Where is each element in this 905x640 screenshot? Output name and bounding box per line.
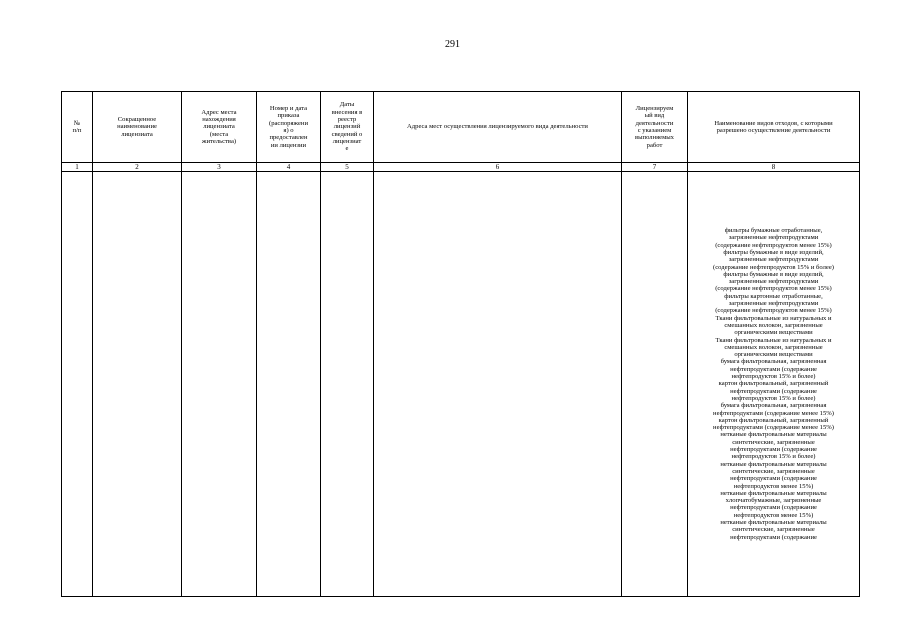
- column-number: 6: [374, 163, 622, 172]
- waste-line: загрязненные нефтепродуктами: [728, 300, 819, 308]
- header-line: жительства): [201, 137, 237, 145]
- waste-line: загрязненные нефтепродуктами: [728, 256, 819, 264]
- waste-line: нефтепродуктами (содержание: [730, 475, 817, 483]
- header-line: Наименование видов отходов, с которыми: [714, 119, 833, 127]
- waste-line: органическими веществами: [734, 329, 813, 337]
- header-order-number-date: [257, 92, 321, 163]
- waste-line: (содержание нефтепродуктов менее 15%): [715, 307, 832, 315]
- header-line: выполняемых: [635, 134, 674, 142]
- waste-line: нефтепродуктов менее 15%): [733, 482, 814, 490]
- header-line: Сокращенное: [117, 116, 157, 124]
- header-line: реестр: [337, 116, 357, 124]
- header-licensee-name: [93, 92, 182, 163]
- license-table: [61, 91, 860, 597]
- column-number: 5: [321, 163, 374, 172]
- waste-line: нефтепродуктами (содержание менее 15%): [713, 409, 834, 417]
- waste-line: синтетические, загрязненные: [732, 438, 815, 446]
- waste-line: нетканые фильтровальные материалы: [720, 431, 827, 439]
- waste-line: смешанных волокон, загрязненные: [724, 321, 823, 329]
- waste-line: фильтры картонные отработанные,: [724, 292, 823, 300]
- header-line: №: [73, 119, 81, 127]
- header-line: я) о: [283, 127, 294, 134]
- header-line: с указанием: [637, 127, 672, 134]
- waste-line: синтетические, загрязненные: [732, 467, 815, 475]
- header-line: ии лицензии: [270, 141, 307, 149]
- waste-line: нефтепродуктами (содержание: [730, 504, 817, 512]
- cell-licensee-name: [93, 172, 182, 597]
- waste-line: картон фильтровальный, загрязненный: [718, 380, 829, 388]
- header-line: предоставлен: [269, 134, 308, 142]
- cell-order-number-date: [257, 172, 321, 597]
- header-number: [62, 92, 93, 163]
- cell-licensee-address: [182, 172, 257, 597]
- header-line: разрешено осуществление деятельности: [716, 127, 831, 134]
- header-waste-types: [688, 92, 860, 163]
- waste-line: нефтепродуктов 15% и более): [731, 394, 816, 402]
- waste-line: нетканые фильтровальные материалы: [720, 460, 827, 468]
- header-line: Даты: [339, 101, 355, 109]
- cell-waste-types: [688, 172, 860, 597]
- header-line: лицензий: [333, 123, 361, 131]
- header-line: работ: [646, 141, 663, 149]
- waste-line: нетканые фильтровальные материалы: [720, 518, 827, 526]
- column-number: 7: [622, 163, 688, 172]
- header-line: (распоряжени: [269, 119, 308, 127]
- header-line: Адрес места: [201, 108, 237, 116]
- header-line: е: [345, 145, 349, 153]
- waste-line: бумага фильтровальная, загрязненная: [720, 358, 827, 366]
- waste-line: смешанных волокон, загрязненные: [724, 343, 823, 351]
- waste-line: нефтепродуктов 15% и более): [731, 453, 816, 461]
- header-line: Номер и дата: [269, 105, 308, 113]
- header-line: Адреса мест осуществления лицензируемого вида деятельности: [407, 123, 588, 131]
- waste-line: нефтепродуктами (содержание: [730, 446, 817, 454]
- header-line: (места: [209, 130, 229, 138]
- cell-activity-addresses: [374, 172, 622, 597]
- waste-line: (содержание нефтепродуктов 15% и более): [713, 263, 834, 271]
- header-line: приказа: [277, 112, 300, 120]
- waste-line: бумага фильтровальная, загрязненная: [720, 402, 827, 410]
- waste-line: Ткани фильтровальные из натуральных и: [715, 314, 832, 322]
- waste-line: нефтепродуктов менее 15%): [733, 511, 814, 519]
- cell-licensed-activity: [622, 172, 688, 597]
- waste-line: синтетические, загрязненные: [732, 526, 815, 534]
- header-line: лицензиат: [332, 137, 362, 145]
- header-line: ый вид: [644, 112, 665, 120]
- waste-line: нефтепродуктами (содержание менее 15%): [713, 424, 834, 432]
- header-licensed-activity: [622, 92, 688, 163]
- waste-line: фильтры бумажные отработанные,: [724, 227, 823, 235]
- header-line: нахождения: [202, 116, 236, 124]
- column-number-row: [62, 163, 860, 172]
- waste-line: загрязненные нефтепродуктами: [728, 234, 819, 242]
- page-number: 291: [445, 39, 460, 50]
- cell-registry-dates: [321, 172, 374, 597]
- column-number: 1: [62, 163, 93, 172]
- header-line: деятельности: [635, 119, 674, 127]
- column-number: 2: [93, 163, 182, 172]
- column-number: 4: [257, 163, 321, 172]
- waste-line: нефтепродуктами (содержание: [730, 533, 817, 541]
- waste-line: нетканые фильтровальные материалы: [720, 489, 827, 497]
- table-row: [62, 172, 860, 597]
- header-licensee-address: [182, 92, 257, 163]
- waste-line: Ткани фильтровальные из натуральных и: [715, 336, 832, 344]
- waste-line: (содержание нефтепродуктов менее 15%): [715, 241, 832, 249]
- waste-line: (содержание нефтепродуктов менее 15%): [715, 285, 832, 293]
- header-activity-addresses: [374, 92, 622, 163]
- header-line: наименование: [117, 123, 157, 131]
- waste-line: загрязненные нефтепродуктами: [728, 278, 819, 286]
- header-line: Лицензируем: [635, 105, 674, 113]
- header-line: внесения в: [331, 108, 363, 116]
- header-line: лицензиата: [121, 130, 153, 138]
- cell-number: [62, 172, 93, 597]
- waste-line: органическими веществами: [734, 351, 813, 359]
- waste-line: нефтепродуктами (содержание: [730, 387, 817, 395]
- header-row: [62, 92, 860, 163]
- waste-line: хлопчатобумажные, загрязненные: [725, 497, 822, 505]
- waste-line: нефтепродуктов 15% и более): [731, 373, 816, 381]
- waste-line: нефтепродуктами (содержание: [730, 365, 817, 373]
- header-line: лицензиата: [203, 123, 235, 131]
- header-line: п/п: [72, 127, 82, 134]
- waste-line: фильтры бумажные в виде изделий,: [723, 249, 824, 256]
- header-registry-dates: [321, 92, 374, 163]
- waste-line: фильтры бумажные в виде изделий,: [723, 270, 824, 278]
- waste-line: картон фильтровальный, загрязненный: [718, 416, 829, 424]
- header-line: сведений о: [331, 130, 363, 138]
- column-number: 3: [182, 163, 257, 172]
- column-number: 8: [688, 163, 860, 172]
